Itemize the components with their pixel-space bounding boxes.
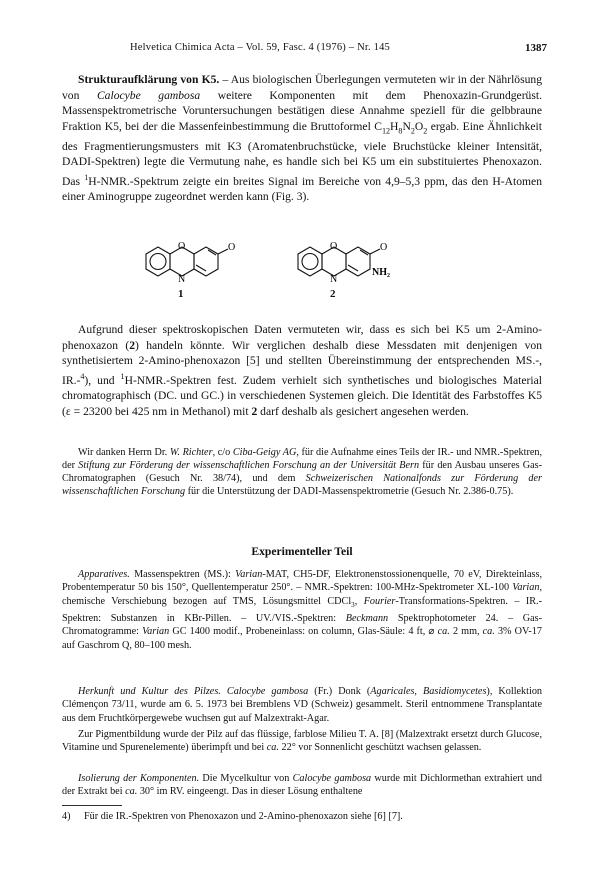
- paragraph-text: 30° im RV. eingeengt. Das in dieser Lösung enthaltene: [137, 786, 363, 798]
- formula-subscript: 3: [351, 600, 355, 609]
- pigment-paragraph: [62, 728, 542, 755]
- italic-text: Calocybe gambosa: [292, 773, 372, 784]
- compound-ref: 2: [251, 404, 258, 418]
- paragraph-text: -Transformations-Spektren. – IR.-Spektren: Substanzen in KBr-Pillen. – UV./VIS.-Spektren:: [62, 595, 543, 624]
- paragraph-text: Spektrophotometer 24. – Gas-Chromatogramme:: [62, 612, 542, 638]
- ack-text: , für die Aufnahme eines Teils der IR.- und NMR.-Spektren, der: [62, 447, 543, 472]
- paragraph-text: ,: [354, 595, 364, 607]
- italic-text: Fourier: [363, 595, 396, 607]
- formula-atom: N: [402, 119, 411, 133]
- run-in-heading: Herkunft und Kultur des Pilzes. Calocybe gambosa: [78, 686, 309, 697]
- compound-label-2: 2: [330, 288, 336, 300]
- footnote-ref: 4: [80, 371, 85, 381]
- ack-italic: Schweizerischen Nationalfonds zur Förderung der wissenschaftlichen Forschung: [62, 473, 543, 498]
- formula-subscript: 2: [410, 126, 415, 136]
- intro-text: – Aus biologischen Überlegungen vermuteten wir in der Nährlösung von: [62, 73, 542, 102]
- ack-text: , c/o: [212, 447, 233, 458]
- paragraph-text: GC 1400 modif., Probeneinlass: on column, Glas-Säule: 4 ft, ⌀: [169, 626, 438, 638]
- ack-text: Wir danken Herrn Dr.: [78, 447, 170, 458]
- compound-1-structure: [146, 247, 228, 276]
- ack-text: für den Ausbau unseres Gas-Chromatographen (Gesuch Nr. 38/74), und dem: [62, 460, 542, 485]
- paragraph-text: Zur Pigmentbildung wurde der Pilz auf das flüssige, farblose Milieu T. A. [8] (Malzextrakt ersetzt durch Glucose, Vitamine und Spurenelemente) überimpft und bei: [62, 729, 542, 754]
- formula-atom: O: [414, 119, 424, 133]
- paragraph-text: ), Kollektion Clémençon 73/11, wurde am 6. 5. 1973 bei Bremblens VD (Schweiz) gesammelt. Steril entnommene Transplantate aus dem Fruchtkörpergewebe wuchsen gut auf Malzextrakt-Agar.: [62, 686, 543, 724]
- intro-paragraph: [62, 72, 542, 205]
- italic-text: ca.: [125, 786, 138, 798]
- paragraph-text: (Fr.) Donk (: [308, 686, 371, 697]
- italic-text: Agaricales, Basidiomycetes: [370, 686, 487, 697]
- italic-text: Varian: [512, 582, 540, 594]
- paragraph-text: 2 mm,: [449, 626, 483, 638]
- ring-nitrogen-2: N: [330, 274, 338, 285]
- page-number: 1387: [525, 42, 547, 54]
- paragraph-text: wurde mit Dichlormethan extrahiert und der Extrakt bei: [62, 773, 542, 798]
- isolierung-paragraph: [62, 772, 542, 799]
- run-in-heading: Isolierung der Komponenten.: [78, 773, 200, 784]
- paragraph-text: H-NMR.-Spektren fest. Zudem verhielt sich synthetisches und biologisches Material chromatographisch (DC. und GC.) in verschiedenen Systemen gleich. Die Identität des Farbstoffes K5 (ε = 23200 bei 425 nm in Methanol) mit: [62, 373, 542, 418]
- section-heading: Experimenteller Teil: [251, 545, 353, 558]
- italic-text: Varian: [235, 569, 263, 580]
- intro-text: weitere Komponenten mit dem Phenoxazin-Grundgerüst. Massenspektrometrische Voruntersuchungen bestätigen diese Annahme speziell für die gelbbraune Fraktion K5, bei der die Massenfeinbestimmung die Bruttoformel C: [62, 88, 542, 133]
- formula-subscript: 2: [423, 126, 428, 136]
- identification-paragraph: [62, 322, 542, 419]
- paragraph-text: ) handeln könnte. Wir verglichen deshalb diese Messdaten mit denjenigen von synthetisiertem 2-Amino-phenoxazon [5] und stellten Übereinstimmung der entsprechenden MS.-, IR.-: [62, 338, 542, 387]
- formula-subscript: 12: [381, 126, 391, 136]
- structure-figure: [0, 232, 600, 312]
- run-in-heading: Apparatives.: [78, 569, 130, 580]
- italic-text: ca.: [266, 742, 279, 754]
- apparatives-paragraph: [62, 568, 542, 652]
- formula-subscript: 8: [398, 126, 403, 136]
- compound-label-1: 1: [178, 288, 184, 300]
- herkunft-paragraph: [62, 685, 542, 725]
- paragraph-text: 3% OV-17 auf Gaschrom Q, 80–100 mesh.: [62, 626, 542, 651]
- paragraph-text: darf deshalb als gesichert angesehen werden.: [257, 404, 469, 418]
- carbonyl-oxygen-2: O: [380, 242, 388, 253]
- italic-text: Beckmann: [345, 612, 389, 624]
- acknowledgement: [62, 446, 542, 498]
- italic-text: Varian: [142, 626, 170, 638]
- amino-group: NH₂: [372, 267, 390, 278]
- italic-text: ca.: [482, 626, 495, 638]
- paragraph-text: ), und: [84, 373, 121, 387]
- footnote-text: Für die IR.-Spektren von Phenoxazon und 2-Amino-phenoxazon siehe [6] [7].: [84, 811, 403, 822]
- ack-text: für die Unterstützung der DADI-Massenspektrometrie (Gesuch Nr. 2.386-0.75).: [185, 486, 514, 498]
- italic-text: ca.: [437, 626, 450, 638]
- ack-italic: Stiftung zur Förderung der wissenschaftlichen Forschung an der Universität Bern: [78, 460, 420, 472]
- intro-text: H-NMR.-Spektrum zeigte ein breites Signal im Bereiche von 4,9–5,3 ppm, das den H-Atomen einer Aminogruppe zugeordnet werden kann (Fig. 3).: [62, 174, 542, 204]
- paragraph-text: -MAT, CH5-DF, Elektronenstossionenquelle, 70 eV, Direkteinlass, Probentemperatur 50 bis 150°, Quellentemperatur 250°. – NMR.-Spektren: 100-MHz-Spektrometer XL-100: [62, 569, 542, 594]
- intro-text: ergab. Eine Ähnlichkeit des Fragmentierungsmusters mit K3 (Aromatenbruchstücke, viele Bruchstücke kleiner Intensität, DADI-Spektren) legte die Vermutung nahe, es handle sich bei K5 um ein substituiertes Phenoxazon. Das: [62, 119, 542, 188]
- phenoxazone-structures: [0, 232, 600, 312]
- formula-atom: H: [390, 119, 399, 133]
- paragraph-text: Die Mycelkultur von: [199, 773, 293, 784]
- paragraph-text: , chemische Verschiebung bezogen auf TMS, Lösungsmittel CDCl: [62, 582, 542, 607]
- footnote-divider: [62, 805, 122, 806]
- paragraph-text: Massenspektren (MS.):: [129, 569, 236, 580]
- intro-heading: Strukturaufklärung von K5.: [78, 73, 220, 86]
- ack-italic: W. Richter: [169, 447, 213, 458]
- carbonyl-oxygen-1: O: [228, 242, 236, 253]
- footnote: [62, 811, 542, 822]
- ring-oxygen-1: O: [178, 241, 186, 252]
- ack-italic: Ciba-Geigy AG: [232, 447, 297, 458]
- compound-2-structure: [298, 247, 380, 276]
- species-name: Calocybe gambosa: [96, 88, 201, 102]
- superscript: 1: [84, 172, 89, 182]
- footnote-mark: 4): [62, 811, 71, 822]
- ring-oxygen-2: O: [330, 241, 338, 252]
- superscript: 1: [120, 371, 125, 381]
- running-title: Helvetica Chimica Acta – Vol. 59, Fasc. 4 (1976) – Nr. 145: [130, 42, 390, 53]
- paragraph-text: 22° vor Sonnenlicht geschützt wachsen gelassen.: [278, 742, 482, 754]
- paragraph-text: Aufgrund dieser spektroskopischen Daten vermuteten wir, dass es sich bei K5 um 2-Amino-phenoxazon (: [62, 323, 542, 352]
- compound-ref: 2: [129, 338, 136, 352]
- ring-nitrogen-1: N: [178, 274, 186, 285]
